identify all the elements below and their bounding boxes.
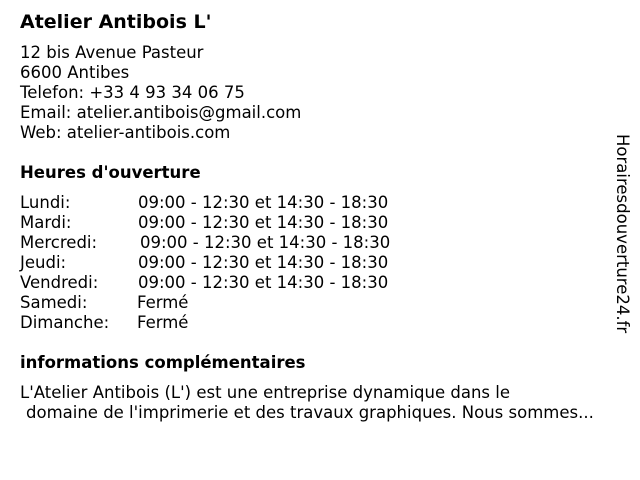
- day-hours: 09:00 - 12:30 et 14:30 - 18:30: [138, 253, 389, 272]
- day-label: Lundi:: [20, 193, 71, 212]
- hours-heading: Heures d'ouverture: [20, 163, 201, 182]
- day-label: Jeudi:: [20, 253, 67, 272]
- business-name: Atelier Antibois L': [20, 11, 212, 33]
- contact-block: [20, 43, 301, 143]
- email-line: Email: atelier.antibois@gmail.com: [20, 103, 302, 122]
- description-line-1: L'Atelier Antibois (L') est une entreprise dynamique dans le: [20, 383, 511, 402]
- address-street: 12 bis Avenue Pasteur: [20, 43, 204, 62]
- day-hours: Fermé: [137, 293, 189, 312]
- day-label: Mardi:: [20, 213, 72, 232]
- day-label: Samedi:: [20, 293, 88, 312]
- day-label: Vendredi:: [20, 273, 99, 292]
- info-heading: informations complémentaires: [20, 353, 306, 372]
- day-hours: 09:00 - 12:30 et 14:30 - 18:30: [138, 273, 389, 292]
- day-label: Dimanche:: [20, 313, 110, 332]
- address-city: 6600 Antibes: [20, 63, 130, 82]
- day-hours: 09:00 - 12:30 et 14:30 - 18:30: [140, 233, 391, 252]
- description-line-2: domaine de l'imprimerie et des travaux graphiques. Nous sommes...: [26, 403, 594, 422]
- day-label: Mercredi:: [20, 233, 98, 252]
- phone-line: Telefon: +33 4 93 34 06 75: [20, 83, 245, 102]
- day-hours: Fermé: [137, 313, 189, 332]
- web-line: Web: atelier-antibois.com: [20, 123, 231, 142]
- day-hours: 09:00 - 12:30 et 14:30 - 18:30: [138, 193, 389, 212]
- description: [20, 383, 594, 423]
- day-hours: 09:00 - 12:30 et 14:30 - 18:30: [138, 213, 389, 232]
- site-watermark: Horairesdouverture24.fr: [613, 134, 632, 334]
